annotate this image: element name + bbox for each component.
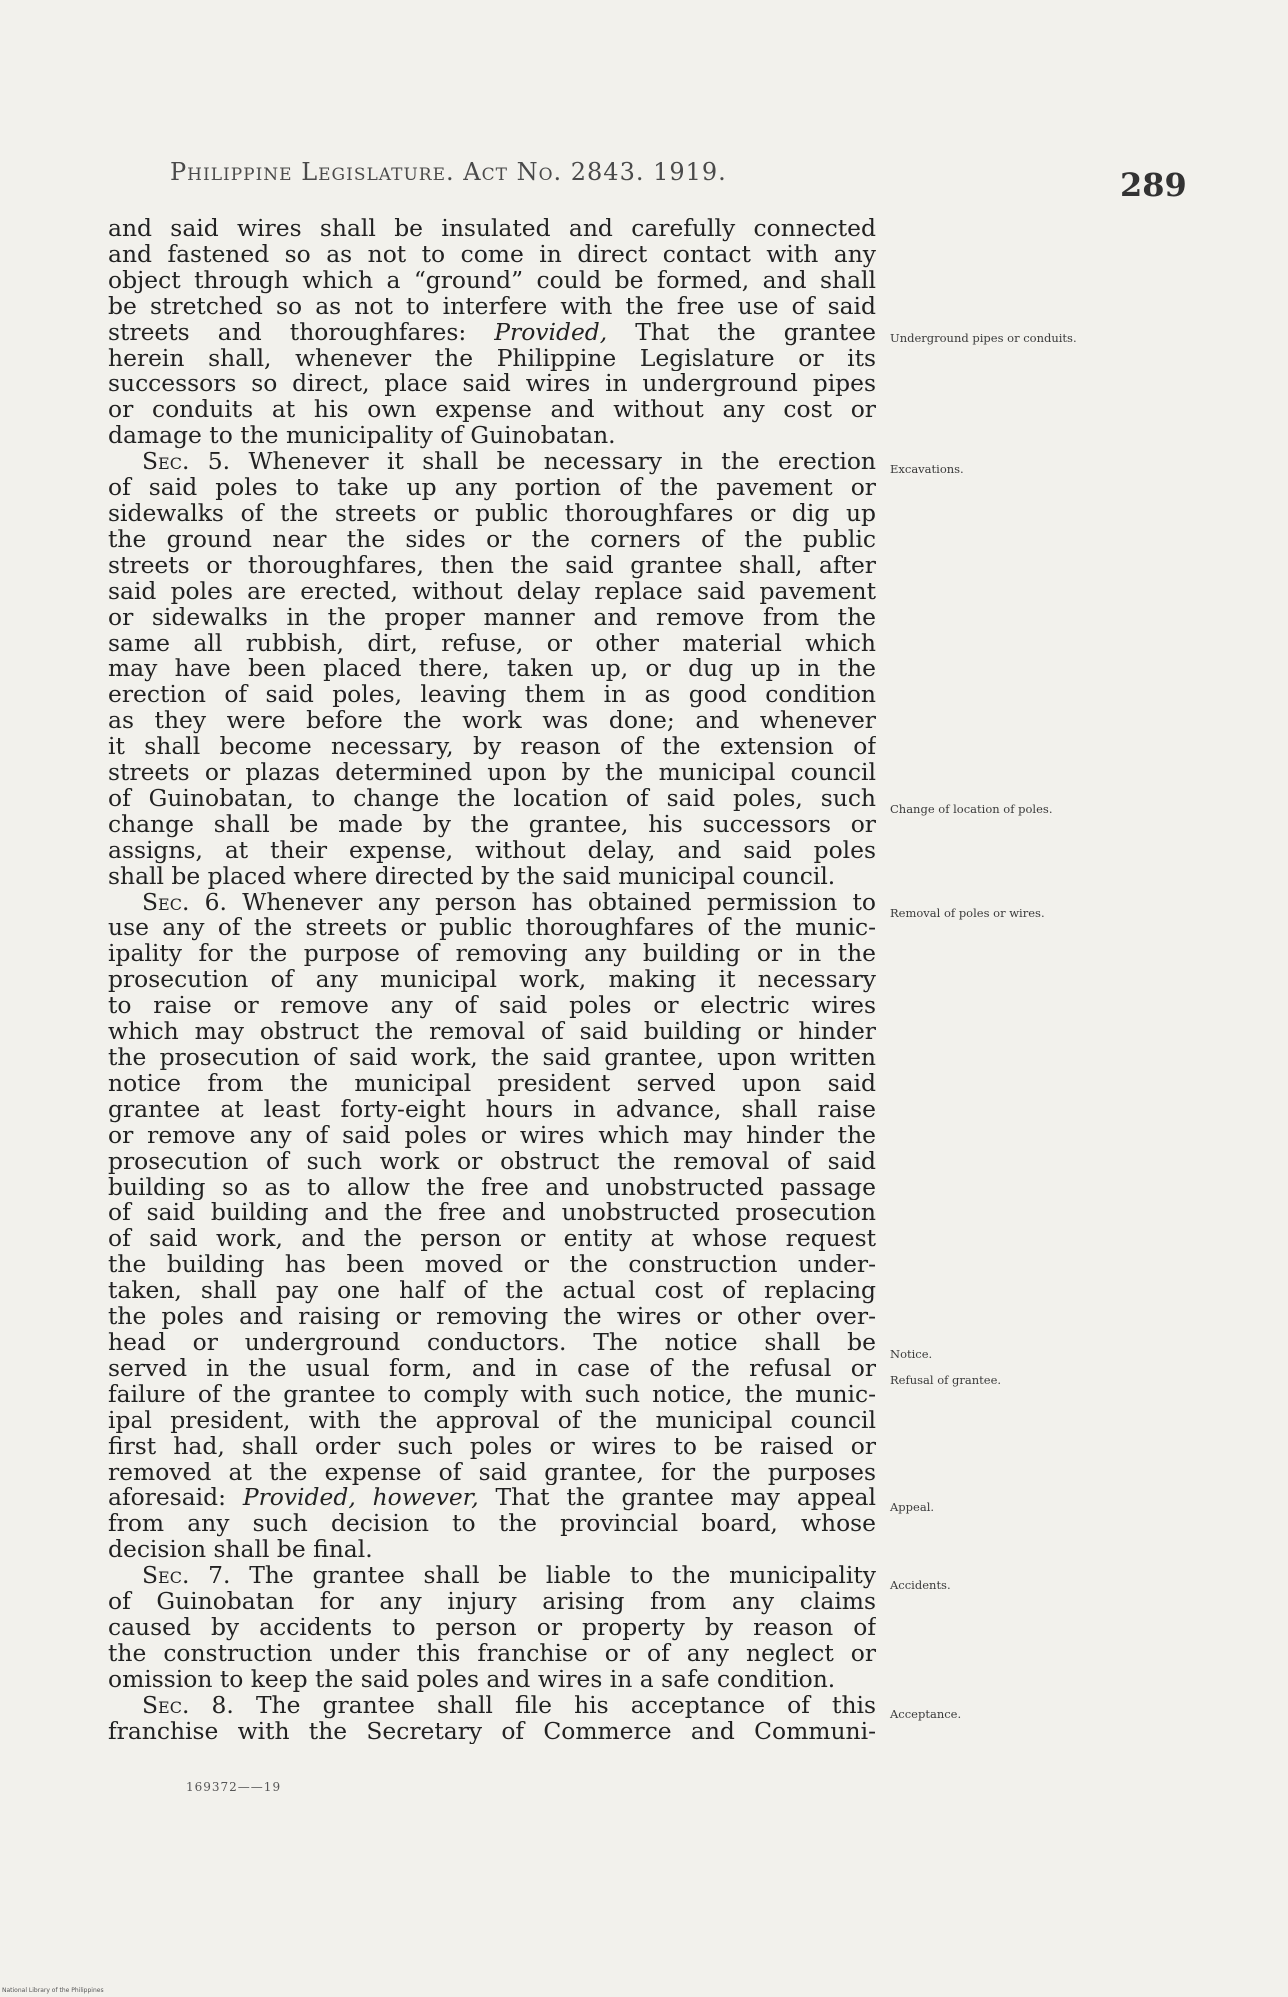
text-line: taken, shall pay one half of the actual cost of replacing [108, 1278, 876, 1305]
text-line: from any such decision to the provincial board, whose [108, 1511, 876, 1538]
text-line: as they were before the work was done; and whenever [108, 708, 876, 735]
text-line: Sec. 8. The grantee shall file his acceptance of this [142, 1692, 876, 1719]
text-line: removed at the expense of said grantee, for the purposes [108, 1459, 876, 1486]
text-line: to raise or remove any of said poles or electric wires [108, 993, 876, 1020]
margin-note-refusal-of-grantee: Refusal of grantee. [890, 1373, 1002, 1387]
text-line: it shall become necessary, by reason of the extension of [108, 734, 876, 761]
margin-note-accidents: Accidents. [890, 1578, 951, 1592]
margin-note-change-of-location: Change of location of poles. [890, 802, 1053, 816]
text-line: caused by accidents to person or property by reason of [108, 1614, 876, 1641]
text-line: the prosecution of said work, the said grantee, upon written [108, 1045, 876, 1071]
text-line: streets and thoroughfares: Provided, That the grantee [108, 319, 876, 346]
margin-note-notice: Notice. [890, 1347, 933, 1361]
text-line: of said poles to take up any portion of the pavement or [108, 475, 876, 501]
text-line: franchise with the Secretary of Commerce and Communi- [108, 1718, 876, 1745]
text-line: sidewalks of the streets or public thoroughfares or dig up [108, 500, 876, 527]
text-line: be stretched so as not to interfere with the free use of said [108, 293, 876, 320]
margin-note-appeal: Appeal. [890, 1500, 935, 1514]
margin-note-excavations: Excavations. [890, 462, 964, 476]
text-line: the construction under this franchise or of any neglect or [108, 1640, 876, 1667]
text-line: omission to keep the said poles and wires in a safe condition. [108, 1666, 836, 1693]
text-line: may have been placed there, taken up, or dug up in the [108, 656, 876, 683]
text-line: streets or plazas determined upon by the municipal council [108, 760, 876, 786]
text-line: said poles are erected, without delay replace said pavement [108, 578, 876, 605]
text-line: which may obstruct the removal of said building or hinder [108, 1019, 876, 1045]
text-line: grantee at least forty-eight hours in advance, shall raise [108, 1096, 876, 1123]
text-line: decision shall be final. [108, 1537, 373, 1564]
text-line: same all rubbish, dirt, refuse, or other material which [108, 630, 876, 657]
text-line: ipal president, with the approval of the municipal council [108, 1407, 876, 1434]
text-line: of Guinobatan, to change the location of said poles, such [108, 785, 876, 812]
text-line: object through which a “ground” could be formed, and shall [108, 267, 876, 294]
running-header: Philippine Legislature. Act No. 2843. 1919. [170, 158, 727, 186]
text-line: or remove any of said poles or wires which may hinder the [108, 1122, 876, 1149]
page-number: 289 [1120, 166, 1187, 204]
text-line: assigns, at their expense, without delay, and said poles [108, 837, 876, 864]
text-line: successors so direct, place said wires in underground pipes [108, 371, 876, 398]
text-line: building so as to allow the free and unobstructed passage [108, 1174, 876, 1201]
margin-note-acceptance: Acceptance. [890, 1707, 962, 1721]
printer-signature: 169372——19 [186, 1780, 282, 1794]
body-text [108, 216, 876, 1744]
text-line: failure of the grantee to comply with such notice, the munic- [108, 1381, 876, 1408]
text-line: use any of the streets or public thoroughfares of the munic- [108, 915, 876, 942]
text-line: first had, shall order such poles or wires to be raised or [108, 1433, 876, 1460]
text-line: damage to the municipality of Guinobatan. [108, 423, 616, 450]
scan-credit: National Library of the Philippines [2, 1987, 104, 1994]
text-line: and fastened so as not to come in direct contact with any [108, 241, 876, 268]
text-line: or sidewalks in the proper manner and remove from the [108, 604, 876, 631]
text-line: ipality for the purpose of removing any building or in the [108, 941, 876, 968]
margin-note-removal-of-poles: Removal of poles or wires. [890, 906, 1045, 920]
text-line: the building has been moved or the construction under- [108, 1252, 876, 1279]
text-line: streets or thoroughfares, then the said grantee shall, after [108, 552, 876, 579]
text-line: of Guinobatan for any injury arising from any claims [108, 1589, 876, 1615]
text-line: and said wires shall be insulated and carefully connected [108, 216, 876, 242]
text-line: Sec. 5. Whenever it shall be necessary in the erection [142, 449, 876, 476]
text-line: Sec. 7. The grantee shall be liable to the municipality [142, 1563, 876, 1590]
text-line: shall be placed where directed by the said municipal council. [108, 863, 836, 890]
text-line: served in the usual form, and in case of the refusal or [108, 1355, 876, 1382]
text-line: the ground near the sides or the corners of the public [108, 526, 876, 553]
text-line: the poles and raising or removing the wires or other over- [108, 1304, 876, 1330]
text-line: aforesaid: Provided, however, That the grantee may appeal [108, 1485, 876, 1512]
text-line: of said building and the free and unobstructed prosecution [108, 1200, 876, 1227]
text-line: Sec. 6. Whenever any person has obtained permission to [142, 889, 876, 916]
text-line: herein shall, whenever the Philippine Legislature or its [108, 345, 876, 372]
text-line: notice from the municipal president served upon said [108, 1070, 876, 1097]
text-line: head or underground conductors. The notice shall be [108, 1329, 876, 1356]
text-line: change shall be made by the grantee, his successors or [108, 811, 876, 838]
text-line: or conduits at his own expense and without any cost or [108, 397, 876, 424]
text-line: prosecution of any municipal work, making it necessary [108, 967, 876, 994]
text-line: prosecution of such work or obstruct the removal of said [108, 1148, 876, 1175]
text-line: of said work, and the person or entity at whose request [108, 1226, 876, 1253]
margin-note-underground-pipes: Underground pipes or conduits. [890, 331, 1077, 345]
text-line: erection of said poles, leaving them in as good condition [108, 682, 876, 709]
